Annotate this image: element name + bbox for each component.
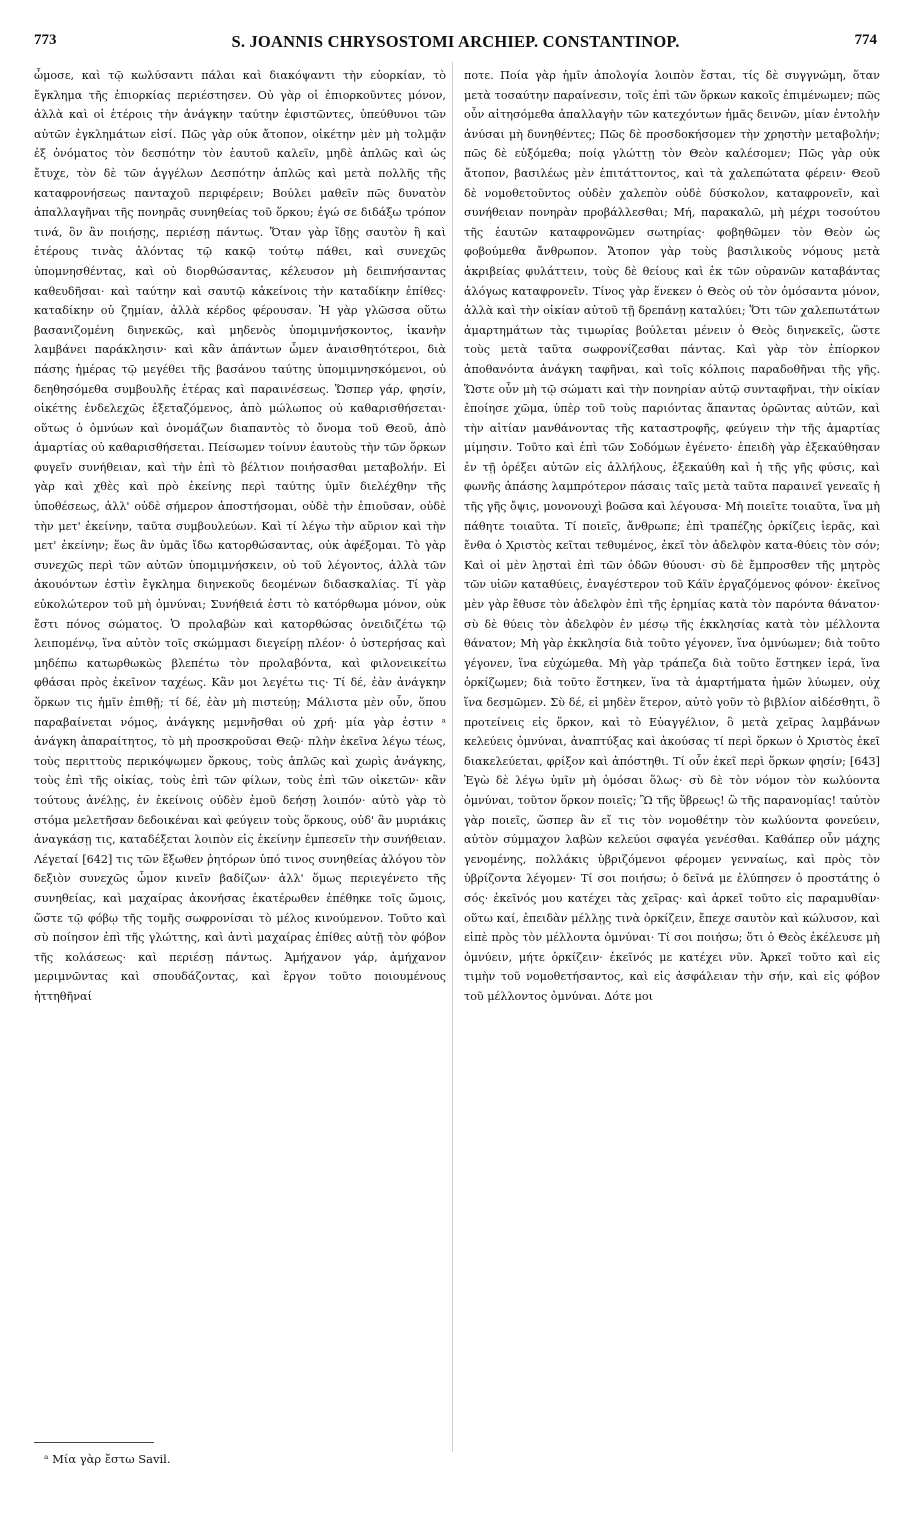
footnote: ᵃ Μία γὰρ ἔστω Savil. (44, 1452, 171, 1466)
footnote-rule (34, 1442, 154, 1443)
column-right-text: ποτε. Ποία γὰρ ἡμῖν ἀπολογία λοιπὸν ἔσται, τίς δὲ συγγνώμη, ὅταν μετὰ τοσαύτην παραίνεσιν, τοῖς ἐπὶ τῶν ὅρκων κακοῖς ἐπιμένωμεν; πῶς οὖν αἰτησόμεθα ἀπαλλαγὴν τῶν κατεχόντων ἡμᾶς δεινῶν, μίαν ἐντολὴν ἀνύσαι μὴ δυνηθέντες; Πῶς δὲ προσδοκήσομεν τὴν χρηστὴν μεταβολήν; πῶς δὲ εὐξόμεθα; ποίᾳ γλώττῃ τὸν Θεὸν καλέσομεν; Πῶς γὰρ οὐκ ἄτοπον, βασιλέως μὲν ἐπιτάττοντος, καὶ τὰ χαλεπώτατα φέρειν· Θεοῦ δὲ νομοθετοῦντος οὐδὲν χαλεπὸν οὐδὲ δύσκολον, καταφρονεῖν, καὶ συνήθειαν πονηρὰν προβάλλεσθαι; Μή, παρακαλῶ, μὴ μέχρι τοσούτου τῆς ἑαυτῶν καταφρονῶμεν σωτηρίας· φοβηθῶμεν τὸν Θεὸν ὡς φοβούμεθα ἄνθρωπον. Ἄτοπον γὰρ τοὺς βασιλικοὺς νόμους μετὰ ἀκριβείας φυλάττειν, τοὺς δὲ θείους καὶ ἐκ τῶν οὐρανῶν καταβάντας ἀλόγως καταφρονεῖν. Τίνος γὰρ ἕνεκεν ὁ Θεὸς οὐ τὸν ὀμόσαντα μόνον, ἀλλὰ καὶ τὴν οἰκίαν αὐτοῦ τῇ δρεπάνῃ καταλύει; Ὅτι τῶν χαλεπωτάτων ἁμαρτημάτων τὰς τιμωρίας βούλεται μένειν ὁ Θεὸς διηνεκεῖς, ὥστε τοὺς μετὰ ταῦτα σωφρονίζεσθαι πάντας. Καὶ γὰρ τὸν ἐπίορκον ἀποθανόντα ἀνάγκη ταφῆναι, καὶ τοῖς κόλποις παραδοθῆναι τῆς γῆς. Ὥστε οὖν μὴ τῷ σώματι καὶ τὴν πονηρίαν αὐτῷ συνταφῆναι, τὴν οἰκίαν ἐποίησε χῶμα, ὑπὲρ τοῦ τοὺς παριόντας ἅπαντας ὁρῶντας αὐτῶν, καὶ τὴν αἰτίαν μανθάνοντας τῆς καταστροφῆς, φεύγειν τὴν τῆς ἁμαρτίας μίμησιν. Τοῦτο καὶ ἐπὶ τῶν Σοδόμων ἐγένετο· ἐπειδὴ γὰρ ἐξεκαύθησαν ἐν τῇ ὀρέξει αὐτῶν εἰς ἀλλήλους, ἐξεκαύθη καὶ ἡ τῆς γῆς φύσις, καὶ φωνῆς ἁπάσης λαμπρότερον πάσαις ταῖς μετὰ ταῦτα παραινεῖ γενεαῖς ἡ τῆς γῆς ὄψις, μονονουχὶ βοῶσα καὶ λέγουσα· Μὴ ποιεῖτε τοιαῦτα, ἵνα μὴ πάθητε τοιαῦτα. Τί ποιεῖς, ἄνθρωπε; ἐπὶ τραπέζης ὀρκίζεις ἱερᾶς, καὶ ἔνθα ὁ Χριστὸς κεῖται τεθυμένος, ἐκεῖ τὸν ἀδελφὸν κατα-θύεις τὸν σόν; Καὶ οἱ μὲν λῃσταὶ ἐπὶ τῶν ὁδῶν θύουσι· σὺ δὲ ἔμπροσθεν τῆς μητρὸς τῶν υἱῶν καταθύεις, ἐναγέστερον τοῦ Κάϊν ἐργαζόμενος φόνον· ἐκεῖνος μὲν γὰρ ἔθυσε τὸν ἀδελφὸν ἐπὶ τῆς ἐρημίας κατὰ τὸν παρόντα θάνατον· σὺ δὲ θύεις τὸν ἀδελφὸν ἐν μέσῳ τῆς ἐκκλησίας κατὰ τὸν μέλλοντα θάνατον; Μὴ γὰρ ἐκκλησία διὰ τοῦτο γέγονεν, ἵνα ὀμνύωμεν; διὰ τοῦτο γέγονεν, ἵνα εὐχώμεθα. Μὴ γὰρ τράπεζα διὰ τοῦτο ἕστηκεν ἱερά, ἵνα ὁρκίζωμεν; διὰ τοῦτο ἕστηκεν, ἵνα τὰ ἁμαρτήματα ἡμῶν λύωμεν, οὐχ ἵνα δεσμῶμεν. Σὺ δέ, εἰ μηδὲν ἕτερον, αὐτὸ γοῦν τὸ βιβλίον αἰδέσθητι, ὃ προτείνεις εἰς ὅρκον, καὶ τὸ Εὐαγγέλιον, ὃ μετὰ χεῖρας λαμβάνων κελεύεις ὀμνύναι, ἀναπτύξας καὶ ἀκούσας τί περὶ ὅρκων ὁ Χριστὸς ἐκεῖ διακελεύεται, φρίξον καὶ ἀπόστηθι. Τί οὖν ἐκεῖ περὶ ὅρκων φησίν; [643] Ἐγὼ δὲ λέγω ὑμῖν μὴ ὀμόσαι ὅλως· σὺ δὲ τὸν νόμον τὸν κωλύοντα ὀμνύναι, τοῦτον ὅρκον ποιεῖς; Ὢ τῆς ὕβρεως! ὢ τῆς παρανομίας! ταὐτὸν γὰρ ποιεῖς, ὥσπερ ἂν εἴ τις τὸν νομοθέτην τὸν κωλύοντα φονεύειν, αὐτὸν σύμμαχον λαβὼν κελεύοι σφαγέα γενέσθαι. Καθάπερ οὖν μάχης γενομένης, πολλάκις ὑβριζόμενοι φέρομεν γενναίως, καὶ πρὸς τὸν ὑβρίζοντα λέγομεν· Τί σοι ποιήσω; ὁ δεῖνά με ἐλύπησεν ὁ προστάτης ὁ σός· ἐκεῖνός μου κατέχει τὰς χεῖρας· καὶ ἀρκεῖ τοῦτο εἰς παραμυθίαν· οὕτω καί, ἐπειδὰν μέλλῃς τινὰ ὁρκίζειν, ἔπεχε σαυτὸν καὶ κώλυσον, καὶ εἰπὲ πρὸς τὸν μέλλοντα ὀμνύναι· Τί σοι ποιήσω; ὅτι ὁ Θεὸς ἐκέλευσε μὴ ὀμνύειν, μήτε ὁρκίζειν· ἐκεῖνός με κατέχει νῦν. Ἀρκεῖ τοῦτο καὶ εἰς τιμὴν τοῦ νομοθετήσαντος, καὶ εἰς ἀσφάλειαν τὴν σήν, καὶ εἰς φόβον τοῦ μέλλοντος ὀμνύναι. Δότε μοι (464, 69, 880, 1003)
running-header (34, 32, 877, 56)
page-number-right: 774 (854, 32, 877, 48)
running-title: S. JOANNIS CHRYSOSTOMI ARCHIEP. CONSTANTINOP. (231, 32, 680, 51)
text-column-left (34, 66, 446, 1466)
page-number-left: 773 (34, 32, 57, 48)
text-column-right (464, 66, 880, 1466)
column-divider (452, 62, 453, 1452)
column-left-text: ὦμοσε, καὶ τῷ κωλύσαντι πάλαι καὶ διακόψαντι τὴν εὐορκίαν, τὸ ἔγκλημα τῆς ἐπιορκίας περιέστησεν. Οὐ γὰρ οἱ ἐπιορκοῦντες μόνον, ἀλλὰ καὶ οἱ ἑτέροις τὴν ἀνάγκην ταύτην ἐφιστῶντες, ὑπεύθυνοι τῶν αὐτῶν ἐγκλημάτων εἰσί. Πῶς γὰρ οὐκ ἄτοπον, οἰκέτην μὲν μὴ τολμᾷν ἐξ ὀνόματος τὸν δεσπότην τὸν ἑαυτοῦ καλεῖν, μηδὲ ἁπλῶς καὶ ὡς ἔτυχε, τὸν δὲ τῶν ἀγγέλων Δεσπότην ἁπλῶς καὶ μετὰ πολλῆς τῆς καταφρονήσεως πανταχοῦ περιφέρειν; Βούλει μαθεῖν πῶς δυνατὸν ἀπαλλαγῆναι τῆς πονηρᾶς συνηθείας τοῦ ὅρκου; ἐγώ σε διδάξω τρόπον τινά, ὃν ἂν ποιήσῃς, περιέσῃ πάντως. Ὅταν γὰρ ἴδῃς σαυτὸν ἢ καὶ ἑτέρους τινὰς ἁλόντας τῷ κακῷ τούτῳ πάθει, καὶ συνεχῶς ὑπομνησθέντας, καὶ οὐ διορθώσαντας, κέλευσον μὴ δειπνήσαντας καθευδῆσαι· καὶ ταύτην καὶ σαυτῷ κἀκείνοις τὴν καταδίκην ἐπίθες· καταδίκην οὐ ζημίαν, ἀλλὰ κέρδος φέρουσαν. Ἡ γὰρ γλῶσσα οὕτω βασανιζομένη διηνεκῶς, καὶ μηδενὸς ὑπομιμνήσκοντος, ἱκανὴν λαμβάνει παράκλησιν· καὶ κἂν ἁπάντων ὦμεν ἀναισθητότεροι, διὰ πάσης ἡμέρας τῷ μεγέθει τῆς βασάνου ταύτης ὑπομιμνησκόμενοι, οὐ δεηθησόμεθα συμβουλῆς ἑτέρας καὶ παραινέσεως. Ὥσπερ γάρ, φησίν, οἰκέτης ἐνδελεχῶς ἐξεταζόμενος, ἀπὸ μώλωπος οὐ καθαρισθήσεται· οὕτως ὁ ὀμνύων καὶ ὀνομάζων διαπαντὸς τὸ ὄνομα τοῦ Θεοῦ, ἀπὸ ἁμαρτίας οὐ καθαρισθήσεται. Πείσωμεν τοίνυν ἑαυτοὺς τὴν τῶν ὅρκων φυγεῖν συνήθειαν, καὶ τὴν ἐπὶ τὸ βέλτιον ποιήσασθαι μεταβολήν. Εἰ γὰρ καὶ χθὲς καὶ πρὸ ἐκείνης περὶ ταύτης ὑμῖν διελέχθην τῆς ὑποθέσεως, ἀλλ' οὐδὲ σήμερον ἀποστήσομαι, οὐδὲ τὴν ἐπιοῦσαν, οὐδὲ τὴν μετ' ἐκείνην, ταῦτα συμβουλεύων. Καὶ τί λέγω τὴν αὔριον καὶ τὴν μετ' ἐκείνην; ἕως ἂν ὑμᾶς ἴδω κατορθώσαντας, οὐκ ἀφέξομαι. Τὸ γὰρ συνεχῶς περὶ τῶν αὐτῶν ὑπομιμνήσκειν, οὐ τοῦ λέγοντος, ἀλλὰ τῶν ἀκουόντων ἐστὶν ἔγκλημα διηνεκοῦς δεομένων διδασκαλίας. Τί γὰρ εὐκολώτερον τοῦ μὴ ὀμνύναι; Συνήθειά ἐστι τὸ κατόρθωμα μόνον, οὐκ ἔστι πόνος σώματος. Ὁ προλαβὼν καὶ κατορθώσας ὀνειδιζέτω τῷ λειπομένῳ, ἵνα αὐτὸν τοῖς σκώμμασι διεγείρῃ πλέον· ὁ ὑστερήσας καὶ μηδέπω κατωρθωκὼς βλεπέτω τὸν προλαβόντα, καὶ φιλονεικείτω φθάσαι πρὸς ἐκεῖνον ταχέως. Κἂν μοι λεγέτω τις· Τί δέ, ἐὰν ἀνάγκην ὅρκων τις ἡμῖν ἐπιθῇ; τί δέ, ἐὰν μὴ πιστεύῃ; Μάλιστα μὲν οὖν, ὅπου παραβαίνεται νόμος, ἀνάγκης μεμνῆσθαι οὐ χρή· μία γὰρ ἐστιν ᵃ ἀνάγκη ἀπαραίτητος, τὸ μὴ προσκροῦσαι Θεῷ· πλὴν ἐκεῖνα λέγω τέως, τοὺς περιττοὺς περικόψωμεν ὅρκους, τοὺς ἁπλῶς καὶ χωρὶς ἀνάγκης, τοὺς ἐπὶ τῆς οἰκίας, τοὺς ἐπὶ τῶν φίλων, τοὺς ἐπὶ τῶν οἰκετῶν· κἂν τούτους ἀνέλῃς, ἐν ἐκείνοις οὐδὲν ἐμοῦ δεήσῃ λοιπόν· αὐτὸ γὰρ τὸ στόμα μελετῆσαν δεδοικέναι καὶ φεύγειν τοὺς ὅρκους, οὐδ' ἂν μυριάκις ἀναγκάσῃ τις, καταδέξεται λοιπὸν εἰς ἐκείνην ἐμπεσεῖν τὴν συνήθειαν. Λέγεταί [642] τις τῶν ἔξωθεν ῥητόρων ὑπό τινος συνηθείας ἀλόγου τὸν δεξιὸν συνεχῶς ὦμον κινεῖν βαδίζων· ἀλλ' ὅμως περιεγένετο τῆς συνηθείας, καὶ μαχαίρας ἀκονήσας ἑκατέρωθεν ἐπέθηκε τοῖς ὤμοις, ὥστε τῷ φόβῳ τῆς τομῆς σωφρονίσαι τὸ μέλος κινούμενον. Τοῦτο καὶ σὺ ποίησον ἐπὶ τῆς γλώττης, καὶ ἀντὶ μαχαίρας ἐπίθες αὐτῇ τὸν φόβον τῆς κολάσεως· καὶ περιέσῃ πάντως. Ἀμήχανον γάρ, ἀμήχανον μεριμνῶντας καὶ σπουδάζοντας, καὶ ἔργον τοῦτο ποιουμένους ἡττηθῆναί (34, 69, 446, 1003)
